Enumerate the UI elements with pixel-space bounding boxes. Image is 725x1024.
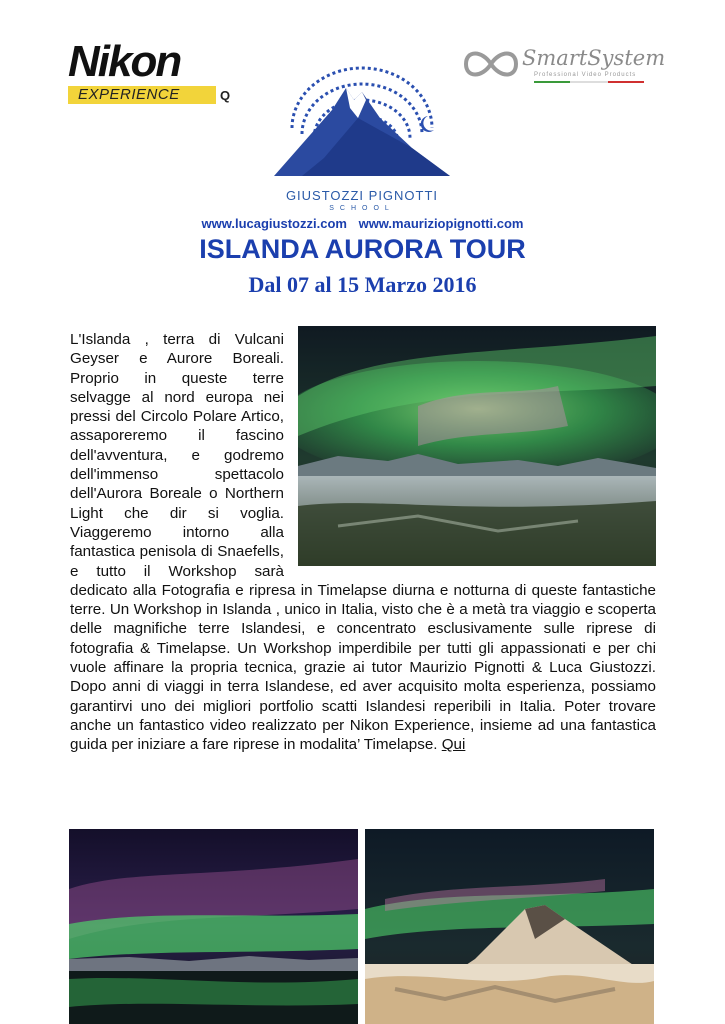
link-lucagiustozzi[interactable]: www.lucagiustozzi.com xyxy=(201,216,347,231)
infinity-icon xyxy=(462,44,520,84)
qui-link[interactable]: Qui xyxy=(441,736,466,754)
body-text-block xyxy=(70,330,656,755)
nikon-logo-q: Q xyxy=(220,88,231,103)
page-subtitle: Dal 07 al 15 Marzo 2016 xyxy=(248,272,477,297)
page-title: ISLANDA AURORA TOUR xyxy=(199,234,526,264)
nikon-logo-word: Nikon xyxy=(68,37,181,86)
smartsystem-logo xyxy=(462,44,666,94)
italian-flag-stripe xyxy=(534,81,644,83)
smartsystem-tagline: Professional Video Products xyxy=(534,72,637,78)
kirkjufell-aurora-photo xyxy=(365,829,654,1024)
school-name: GIUSTOZZI PIGNOTTI xyxy=(285,188,439,203)
nikon-experience-logo xyxy=(68,38,238,108)
smartsystem-name: SmartSystem xyxy=(522,46,666,70)
aurora-lake-photo xyxy=(69,829,358,1024)
aurora-glacier-photo xyxy=(298,326,656,566)
school-sub: SCHOOL xyxy=(329,205,395,212)
nikon-logo-experience: EXPERIENCE xyxy=(78,86,180,103)
link-mauriziopignotti[interactable]: www.mauriziopignotti.com xyxy=(358,216,524,231)
body-paragraph: L'Islanda , terra di Vulcani Geyser e Aurore Boreali. Proprio in queste terre selvagge al nord europa nei pressi del Circolo Polare Artico, assaporeremo il fascino dell'avventura, e godremo dell'immenso spettacolo dell'Aurora Boreale o Northern Light che dir si voglia. Viaggeremo intorno alla fantastica penisola di Snaefells, e tutto il Workshop sarà dedicato alla Fotografia e ripresa in Timelapse diurna e notturna di queste fantastiche terre. Un Workshop in Islanda , unico in Italia, visto che è a metà tra viaggio e scoperta delle magnifiche terre Islandesi, e concentrato esclusivamente sulle riprese di fotografia & Timelapse. Un Workshop imperdibile per tutti gli appassionati e per chi vuole affinare la propria tecnica, grazie ai tutor Maurizio Pignotti & Luca Giustozzi. Dopo anni di viaggi in terra Islandese, ed aver acquisito molta esperienza, possiamo garantirvi uno dei migliori portfolio scatti Islandesi reperibili in Italia. Poter trovare anche un fantastico video realizzato per Nikon Experience, insieme ad una fantastica guida per iniziare a fare riprese in modalita’ Timelapse. xyxy=(70,331,656,754)
website-links xyxy=(0,216,725,231)
